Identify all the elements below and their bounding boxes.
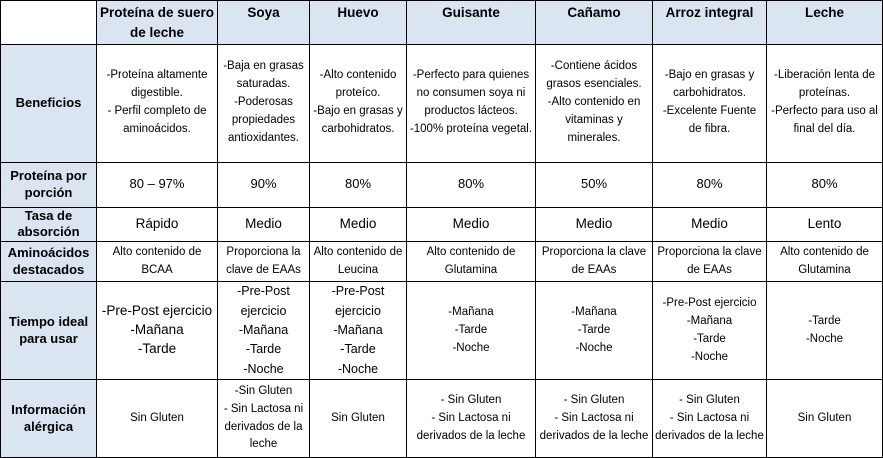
column-header: Cañamo <box>536 1 653 45</box>
cell-line: -Mañana <box>686 314 733 327</box>
cell-line: -Alto contenido proteíco. <box>319 69 397 100</box>
header-row <box>1 1 883 45</box>
cell-line: -Contiene ácidos grasos esenciales. <box>546 60 642 91</box>
table-cell <box>407 162 536 207</box>
cell-line: Medio <box>691 215 728 231</box>
row-informacion-alergica <box>1 380 883 458</box>
cell-line: -Tarde <box>693 332 726 345</box>
cell-line: -Noche <box>690 350 729 363</box>
cell-line: Rápido <box>135 215 179 231</box>
cell-line: - Sin Lactosa ni derivados de la leche <box>416 411 526 442</box>
table-cell <box>767 44 883 162</box>
cell-line: -Tarde <box>245 342 282 357</box>
cell-line: -Pre-Post ejercicio <box>237 284 290 318</box>
table-cell <box>536 162 653 207</box>
cell-line: -Pre-Post ejercicio <box>331 284 385 318</box>
cell-line: Proporciona la clave de EAAs <box>226 245 301 276</box>
column-header: Proteína de suero de leche <box>97 1 218 45</box>
table-cell <box>218 380 310 458</box>
cell-line: Sin Gluten <box>797 411 852 424</box>
table-cell <box>310 44 407 162</box>
cell-line: 80% <box>344 176 372 192</box>
cell-line: Medio <box>452 215 490 231</box>
cell-line: Sin Gluten <box>130 411 184 424</box>
table-cell <box>536 282 653 380</box>
cell-line: -Noche <box>575 341 613 354</box>
table-cell <box>310 380 407 458</box>
cell-line: -Noche <box>337 361 379 376</box>
table-cell <box>407 242 536 282</box>
table-cell <box>407 380 536 458</box>
row-proteina-por-porcion <box>1 162 883 207</box>
table-cell <box>97 282 218 380</box>
cell-line: -Mañana <box>130 322 184 338</box>
table-cell <box>767 380 883 458</box>
cell-line: - Perfil completo de aminoácidos. <box>107 105 207 135</box>
cell-line: -Tarde <box>808 314 841 327</box>
table-cell <box>653 380 767 458</box>
cell-line: - Sin Gluten <box>563 393 625 406</box>
cell-line: Alto contenido de Glutamina <box>426 245 516 276</box>
table-cell <box>218 44 310 162</box>
cell-line: -Pre-Post ejercicio <box>662 297 757 310</box>
table-cell <box>310 207 407 242</box>
table-cell <box>310 162 407 207</box>
cell-line: -Tarde <box>454 323 488 336</box>
table-cell <box>653 44 767 162</box>
table-cell <box>97 44 218 162</box>
cell-line: -Perfecto para quienes no consumen soya ni productos lácteos. <box>412 69 530 117</box>
table-cell <box>218 242 310 282</box>
column-header: Huevo <box>310 1 407 45</box>
cell-line: Medio <box>575 215 613 231</box>
row-header: Tiempo ideal para usar <box>1 282 97 380</box>
cell-line: Medio <box>245 215 282 231</box>
cell-line: 80% <box>696 176 723 192</box>
cell-line: -Bajo en grasas y carbohidratos. <box>664 69 755 100</box>
column-header: Soya <box>218 1 310 45</box>
cell-line: - Sin Lactosa ni derivados de la leche <box>223 402 304 451</box>
table-cell <box>407 44 536 162</box>
cell-line: -Mañana <box>571 306 617 318</box>
cell-line: -Mañana <box>333 323 383 338</box>
cell-line: -Sin Gluten <box>234 385 293 398</box>
cell-line: - Sin Lactosa ni derivados de la leche <box>655 411 764 442</box>
table-cell <box>653 162 767 207</box>
row-tasa-absorcion <box>1 207 883 242</box>
table-cell <box>767 282 883 380</box>
cell-line: -Tarde <box>577 323 611 336</box>
cell-line: -Noche <box>243 361 284 376</box>
table-cell <box>653 282 767 380</box>
row-beneficios <box>1 44 883 162</box>
cell-line: -Perfecto para uso al final del día. <box>771 105 878 135</box>
cell-line: Proporciona la clave de EAAs <box>657 245 762 276</box>
column-header: Arroz integral <box>653 1 767 45</box>
row-header: Información alérgica <box>1 380 97 458</box>
cell-line: Alto contenido de Glutamina <box>780 245 869 276</box>
cell-line: -Noche <box>805 332 844 345</box>
cell-line: -Mañana <box>238 323 289 338</box>
table-cell <box>653 242 767 282</box>
cell-line: -Liberación lenta de proteínas. <box>773 69 875 100</box>
cell-line: Medio <box>339 215 377 231</box>
cell-line: 80% <box>811 176 838 192</box>
table-cell <box>407 207 536 242</box>
cell-line: -Alto contenido en vitaminas y minerales. <box>547 96 641 144</box>
table-cell <box>97 242 218 282</box>
table-cell <box>310 282 407 380</box>
row-header: Aminoácidos destacados <box>1 242 97 282</box>
cell-line: - Sin Gluten <box>440 393 502 406</box>
table-cell <box>97 162 218 207</box>
column-header: Guisante <box>407 1 536 45</box>
cell-line: -Excelente Fuente de fibra. <box>662 105 757 135</box>
table-cell <box>536 44 653 162</box>
cell-line: -Proteína altamente digestible. <box>106 69 208 100</box>
cell-line: -Tarde <box>137 341 177 357</box>
table-cell <box>767 242 883 282</box>
table-cell <box>536 207 653 242</box>
cell-line: -Tarde <box>340 342 376 357</box>
cell-line: -100% proteína vegetal. <box>409 122 533 135</box>
table-cell <box>218 207 310 242</box>
corner-cell <box>1 1 97 45</box>
table-cell <box>767 162 883 207</box>
table-cell <box>97 207 218 242</box>
cell-line: 90% <box>250 176 277 192</box>
cell-line: Alto contenido de BCAA <box>112 245 202 276</box>
table-cell <box>653 207 767 242</box>
table-cell <box>218 282 310 380</box>
table-cell <box>767 207 883 242</box>
cell-line: -Noche <box>452 341 490 354</box>
cell-line: 80% <box>457 176 485 192</box>
table-cell <box>536 380 653 458</box>
table-cell <box>218 162 310 207</box>
row-tiempo-ideal <box>1 282 883 380</box>
cell-line: - Sin Lactosa ni derivados de la leche <box>539 411 649 442</box>
column-header: Leche <box>767 1 883 45</box>
table-cell <box>536 242 653 282</box>
table-cell <box>97 380 218 458</box>
cell-line: Sin Gluten <box>331 411 385 424</box>
cell-line: - Sin Gluten <box>679 393 740 406</box>
cell-line: Alto contenido de Leucina <box>313 245 403 276</box>
row-aminoacidos <box>1 242 883 282</box>
cell-line: -Mañana <box>448 306 494 318</box>
cell-line: -Pre-Post ejercicio <box>101 303 213 319</box>
table-cell <box>310 242 407 282</box>
cell-line: Lento <box>807 215 842 231</box>
row-header: Beneficios <box>1 44 97 162</box>
cell-line: -Bajo en grasas y carbohidratos. <box>313 105 403 135</box>
row-header: Tasa de absorción <box>1 207 97 242</box>
cell-line: 50% <box>580 176 608 192</box>
table-cell <box>407 282 536 380</box>
cell-line: -Baja en grasas saturadas. <box>223 60 304 91</box>
cell-line: Proporciona la clave de EAAs <box>541 245 647 276</box>
cell-line: -Poderosas propiedades antioxidantes. <box>228 96 299 144</box>
cell-line: 80 – 97% <box>129 176 185 192</box>
row-header: Proteína por porción <box>1 162 97 207</box>
